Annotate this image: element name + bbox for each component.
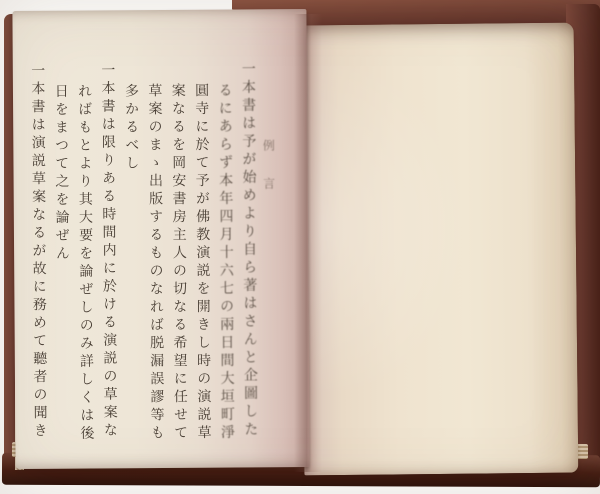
running-header: 例言 (261, 139, 276, 216)
right-page-blank (300, 23, 579, 476)
text-column-3: 圓寺に於て予が佛教演説を開きし時の演説草 (193, 82, 211, 443)
text-column-5: 草案のまゝ出版するものなれば脱漏誤謬等も (146, 82, 164, 444)
left-page (12, 9, 309, 469)
text-block (25, 61, 262, 467)
text-column-8: ればもとより其大要を論ぜしのみ詳しくは後 (76, 83, 94, 444)
text-column-6: 多かるべし (122, 83, 139, 174)
text-column-4: 案なるを岡安書房主人の切なる希望に任せて (169, 82, 188, 443)
text-column-1: 一本書は予が始めより自ら著はさんと企圖した (239, 61, 258, 440)
text-column-10: 一本書は演説草案なるが故に務めて聽者の聞き (29, 62, 47, 441)
text-column-7: 一本書は限りある時間内に於ける演説の草案な (99, 62, 117, 441)
text-column-2: るにあらず本年四月十六七の兩日間大垣町淨 (216, 82, 235, 443)
text-column-9: 日をまつて之を論ぜん (52, 83, 69, 264)
gutter-shadow (294, 14, 322, 472)
